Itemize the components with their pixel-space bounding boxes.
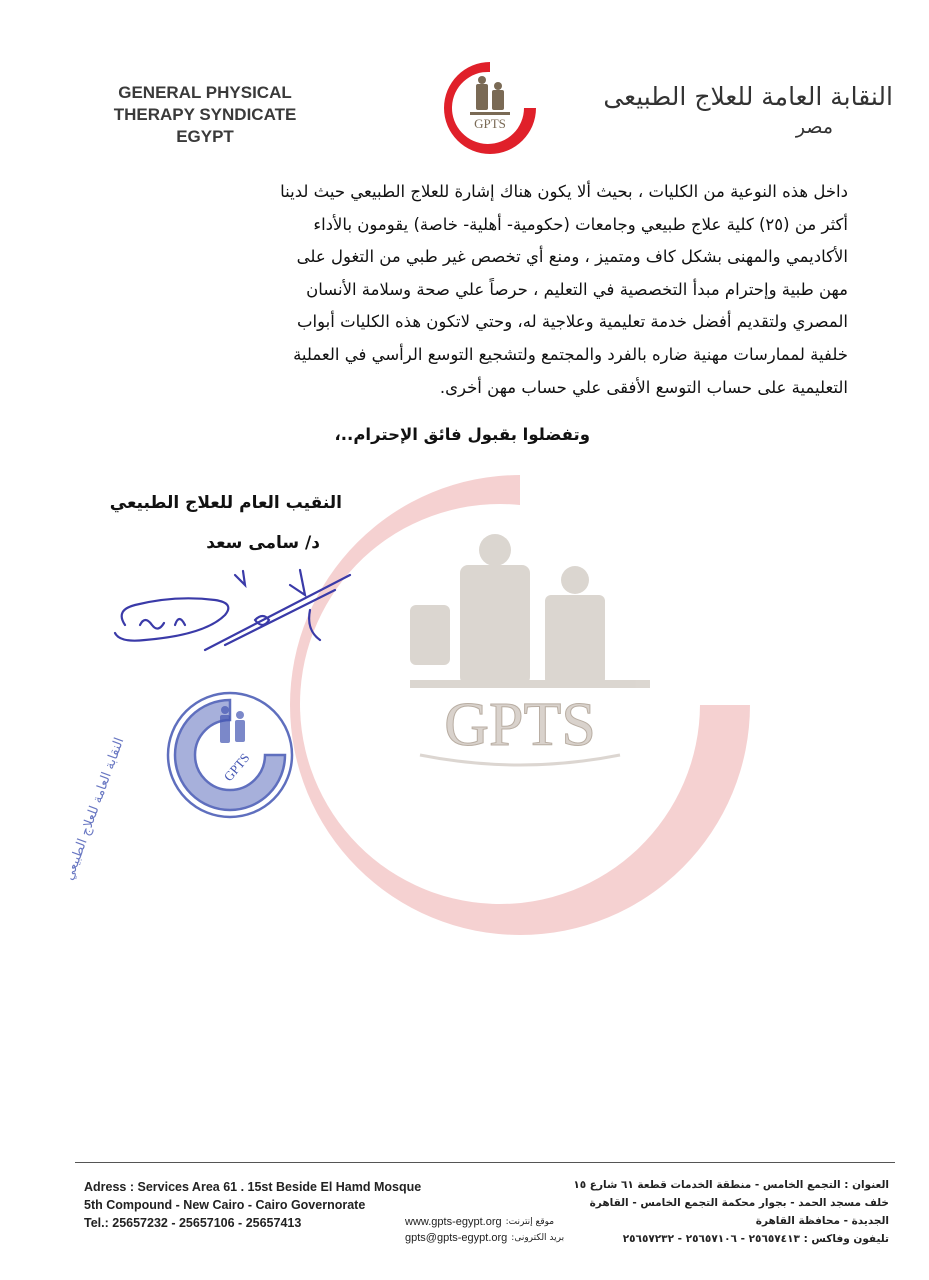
header-english <box>80 82 330 148</box>
body-line: الأكاديمي والمهنى بشكل كاف ومتميز ، ومنع أي تخصص غير طبي من التغول على <box>296 247 848 267</box>
footer-en-line2: 5th Compound - New Cairo - Cairo Governorate <box>84 1198 366 1212</box>
website-label: موقع إنترنت: <box>505 1217 555 1227</box>
svg-text:GPTS: GPTS <box>220 750 253 785</box>
body-line: خلفية لممارسات مهنية ضاره بالفرد والمجتمع ولتشجيع التوسع الرأسي في العملية <box>293 344 848 364</box>
footer-ar-line3: تليفون وفاكس : ٢٥٦٥٧٤١٣ - ٢٥٦٥٧١٠٦ - ٢٥٦٥٧٢٣٢ <box>622 1233 889 1245</box>
header-en-line1: GENERAL PHYSICAL <box>118 83 292 102</box>
body-line: المصري ولتقديم أفضل خدمة تعليمية وعلاجية له، وحتي لاتكون هذه الكليات أبواب <box>297 312 848 332</box>
svg-text:GPTS: GPTS <box>474 116 506 131</box>
footer-address-arabic <box>559 1176 889 1248</box>
email-label: بريد الكترونى: <box>511 1233 565 1243</box>
official-stamp <box>61 660 300 883</box>
handwritten-signature <box>105 555 365 665</box>
email-link[interactable]: gpts@gpts-egypt.org <box>405 1232 508 1244</box>
svg-text:النقابة العامة للعلاج الطبيعي: النقابة العامة للعلاج الطبيعي <box>61 735 128 883</box>
header-ar-line2: مصر <box>795 116 833 138</box>
signatory-title: النقيب العام للعلاج الطبيعي <box>109 493 342 513</box>
body-line: أكثر من (٢٥) كلية علاج طبيعي وجامعات (حكومية- أهلية- خاصة) يقومون بالأداء <box>313 214 848 234</box>
footer-ar-line2: خلف مسجد الحمد - بجوار محكمة التجمع الخامس - القاهرة الجديدة - محافظة القاهرة <box>589 1197 889 1227</box>
body-line: مهن طبية وإحترام مبدأ التخصصية في التعليم ، حرصاً علي صحة وسلامة الأنسان <box>306 279 848 299</box>
footer-address-english <box>84 1178 444 1232</box>
signatory-name: د/ سامى سعد <box>206 533 320 553</box>
gpts-logo <box>440 58 540 158</box>
header-ar-line1: النقابة العامة للعلاج الطبيعى <box>603 82 893 111</box>
letter-body <box>88 176 848 404</box>
footer-ar-line1: العنوان : التجمع الخامس - منطقة الخدمات قطعة ٦١ شارع ١٥ <box>573 1179 889 1191</box>
body-line: التعليمية على حساب التوسع الأفقى علي حساب مهن أخرى. <box>439 377 848 397</box>
header-en-line3: EGYPT <box>176 127 234 146</box>
header-arabic <box>563 80 893 140</box>
footer-en-line3: Tel.: 25657232 - 25657106 - 25657413 <box>84 1216 302 1230</box>
header-en-line2: THERAPY SYNDICATE <box>113 105 297 124</box>
footer-divider <box>75 1162 895 1163</box>
body-line: داخل هذه النوعية من الكليات ، بحيث ألا يكون هناك إشارة للعلاج الطبيعي حيث لدينا <box>280 182 848 201</box>
gpts-watermark <box>270 455 770 955</box>
svg-text:GPTS: GPTS <box>444 691 596 759</box>
website-link[interactable]: www.gpts-egypt.org <box>405 1216 502 1228</box>
closing-line: وتفضلوا بقبول فائق الإحترام..، <box>334 425 590 444</box>
footer-en-line1: Adress : Services Area 61 . 15st Beside El Hamd Mosque <box>84 1180 422 1194</box>
